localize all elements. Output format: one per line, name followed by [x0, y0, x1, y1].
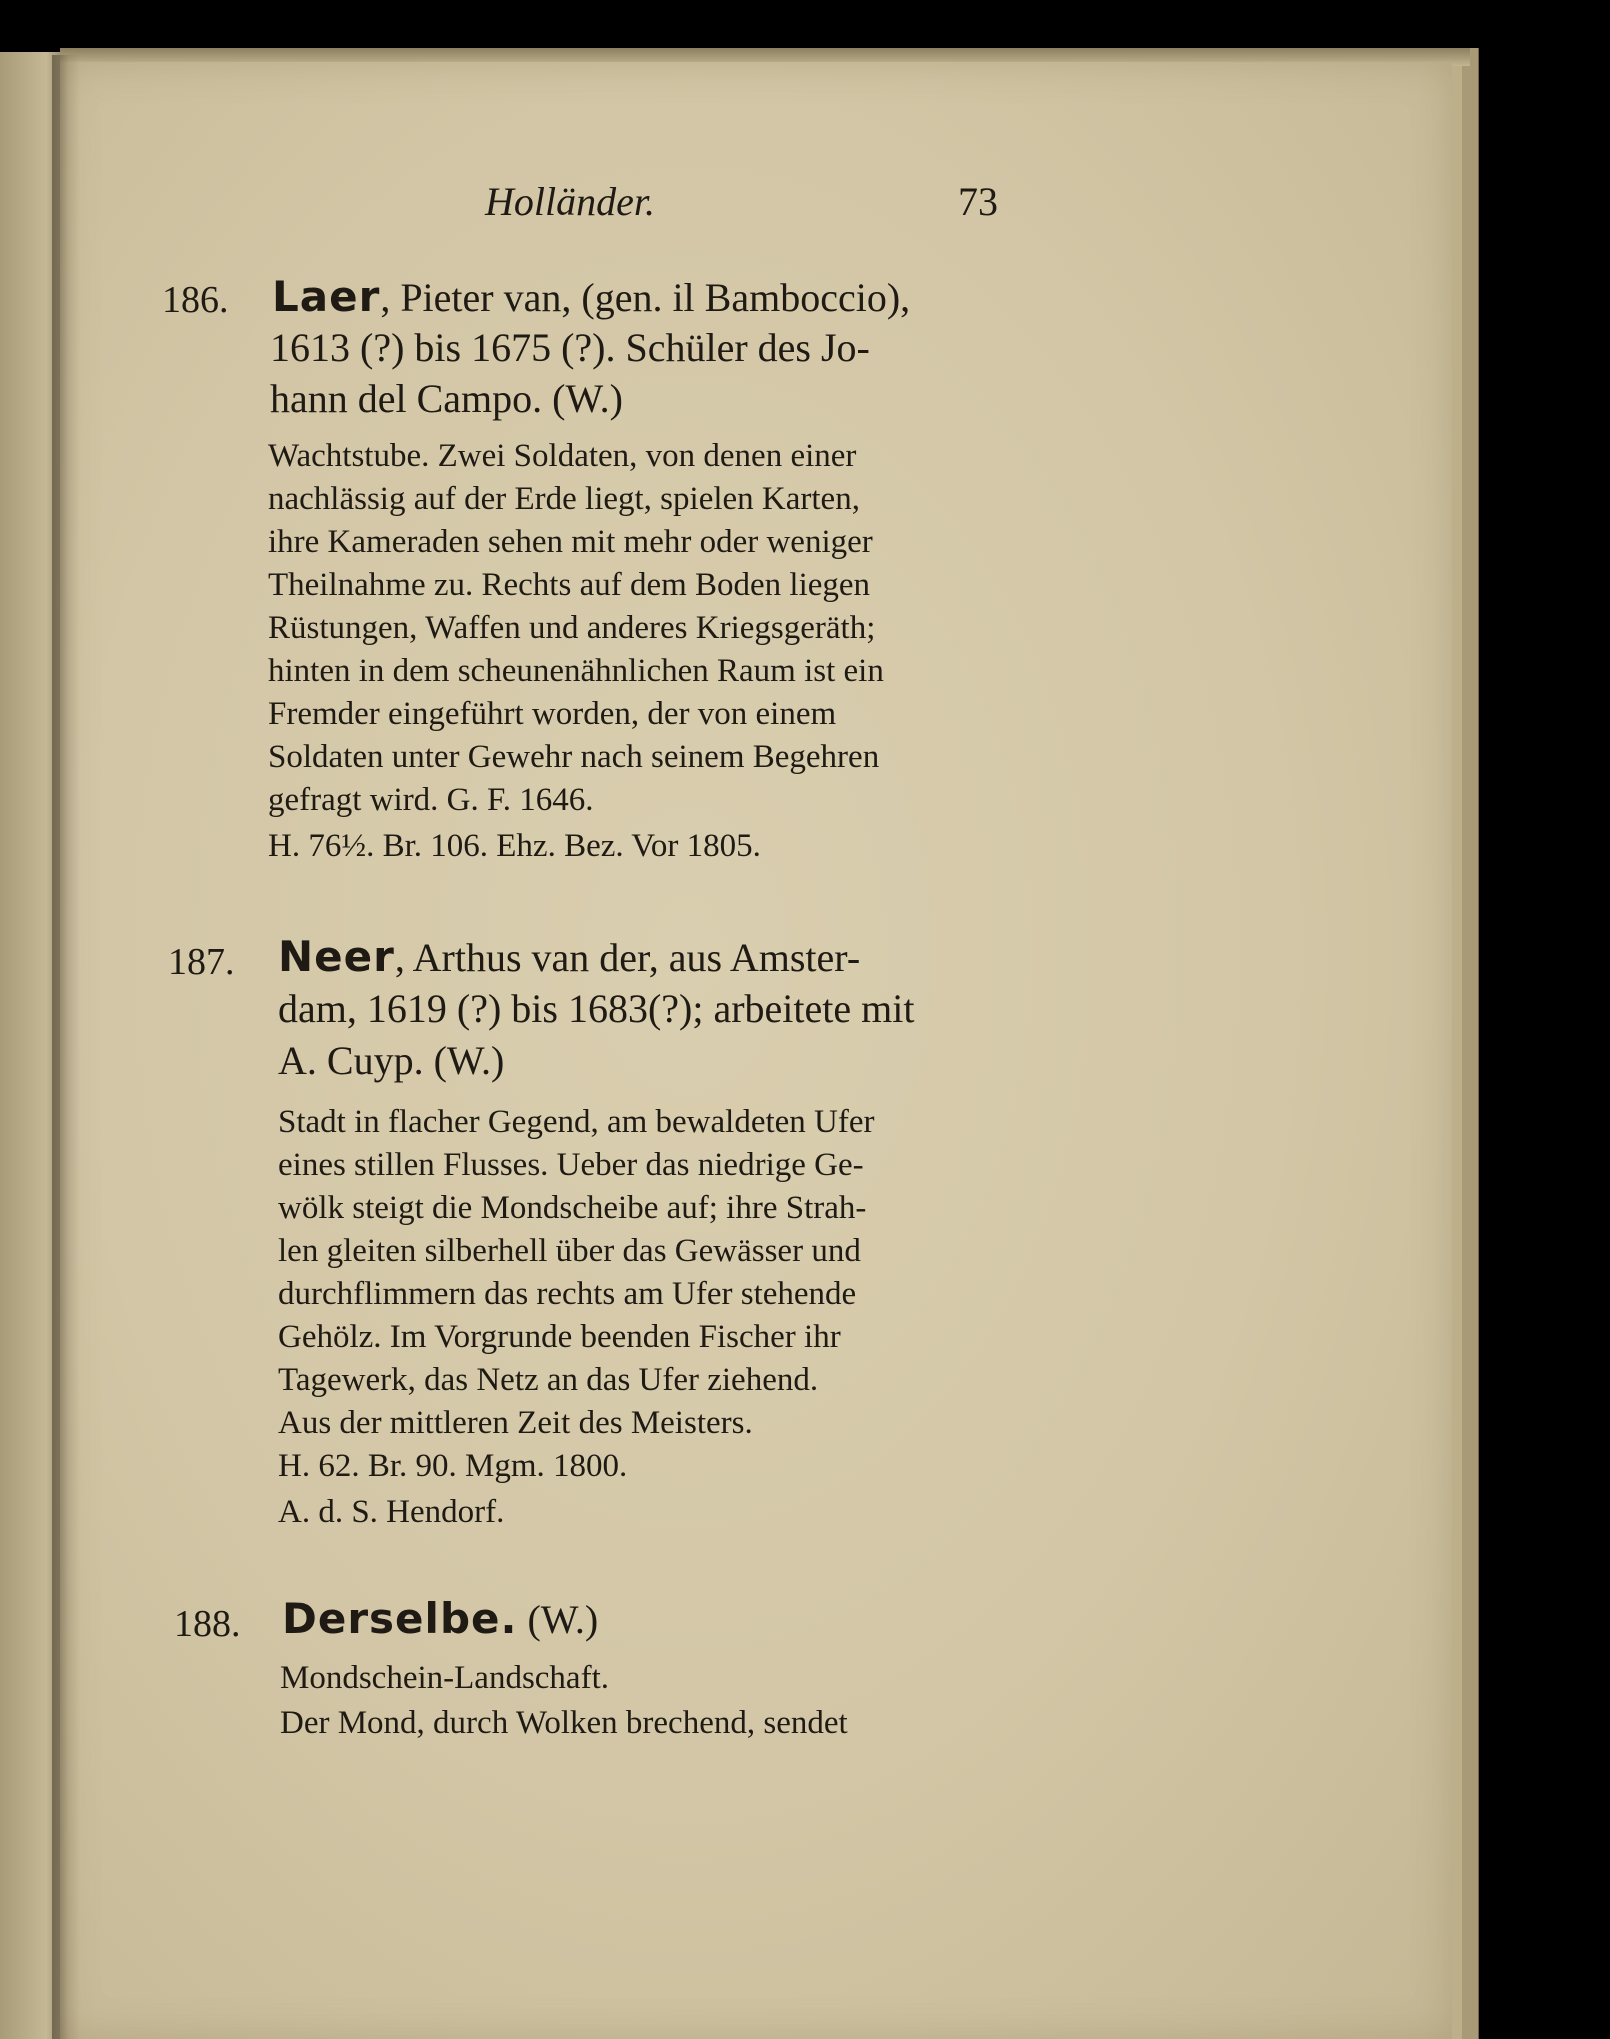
artist-name: Laer: [272, 272, 381, 321]
entry-number: 186.: [162, 279, 229, 321]
description-line: nachlässig auf der Erde liegt, spielen Karten,: [268, 481, 860, 517]
entry-heading-line: [282, 1594, 598, 1643]
description-line: H. 76½. Br. 106. Ehz. Bez. Vor 1805.: [268, 828, 761, 864]
description-line: hinten in dem scheunenähnlichen Raum ist ein: [268, 653, 884, 689]
description-line: Der Mond, durch Wolken brechend, sendet: [280, 1705, 848, 1741]
entry-heading-line: 1613 (?) bis 1675 (?). Schüler des Jo-: [270, 325, 870, 370]
description-line: gefragt wird. G. F. 1646.: [268, 782, 594, 818]
artist-details: (W.): [517, 1597, 599, 1642]
entry-number: 188.: [174, 1603, 241, 1645]
description-line: ihre Kameraden sehen mit mehr oder weniger: [268, 524, 873, 560]
description-line: wölk steigt die Mondscheibe auf; ihre Strah-: [278, 1190, 867, 1226]
description-line: Stadt in flacher Gegend, am bewaldeten Ufer: [278, 1104, 875, 1140]
artist-name: Neer: [278, 932, 395, 981]
page-stack-edge-inner: [1462, 48, 1479, 2039]
entry-heading-line: dam, 1619 (?) bis 1683(?); arbeitete mit: [278, 986, 915, 1031]
artist-details: , Arthus van der, aus Amster-: [394, 935, 861, 980]
description-line: A. d. S. Hendorf.: [278, 1494, 505, 1530]
description-line: Fremder eingeführt worden, der von einem: [268, 696, 837, 732]
description-line: Theilnahme zu. Rechts auf dem Boden liegen: [268, 567, 871, 603]
description-line: Gehölz. Im Vorgrunde beenden Fischer ihr: [278, 1319, 841, 1355]
entry-heading-line: [272, 272, 910, 321]
description-line: len gleiten silberhell über das Gewässer und: [278, 1233, 861, 1269]
description-line: Rüstungen, Waffen und anderes Kriegsgeräth;: [268, 610, 876, 646]
entry-heading-line: A. Cuyp. (W.): [278, 1038, 505, 1083]
artist-name: Derselbe.: [282, 1594, 518, 1643]
page-number: 73: [958, 179, 998, 224]
entry-number: 187.: [168, 941, 235, 983]
description-line: eines stillen Flusses. Ueber das niedrige Ge-: [278, 1147, 864, 1183]
description-line: Tagewerk, das Netz an das Ufer ziehend.: [278, 1362, 819, 1398]
description-line: durchflimmern das rechts am Ufer stehende: [278, 1276, 857, 1312]
artist-details: , Pieter van, (gen. il Bamboccio),: [380, 275, 911, 320]
description-line: Mondschein-Landschaft.: [280, 1660, 609, 1696]
description-line: H. 62. Br. 90. Mgm. 1800.: [278, 1448, 628, 1484]
gutter-shadow: [52, 55, 80, 2039]
entry-heading-line: hann del Campo. (W.): [270, 376, 623, 421]
description-line: Wachtstube. Zwei Soldaten, von denen einer: [268, 438, 857, 474]
description-line: Aus der mittleren Zeit des Meisters.: [278, 1405, 753, 1441]
entry-heading-line: [278, 932, 860, 981]
running-head: Holländer.: [485, 179, 655, 224]
description-line: Soldaten unter Gewehr nach seinem Begehren: [268, 739, 880, 775]
